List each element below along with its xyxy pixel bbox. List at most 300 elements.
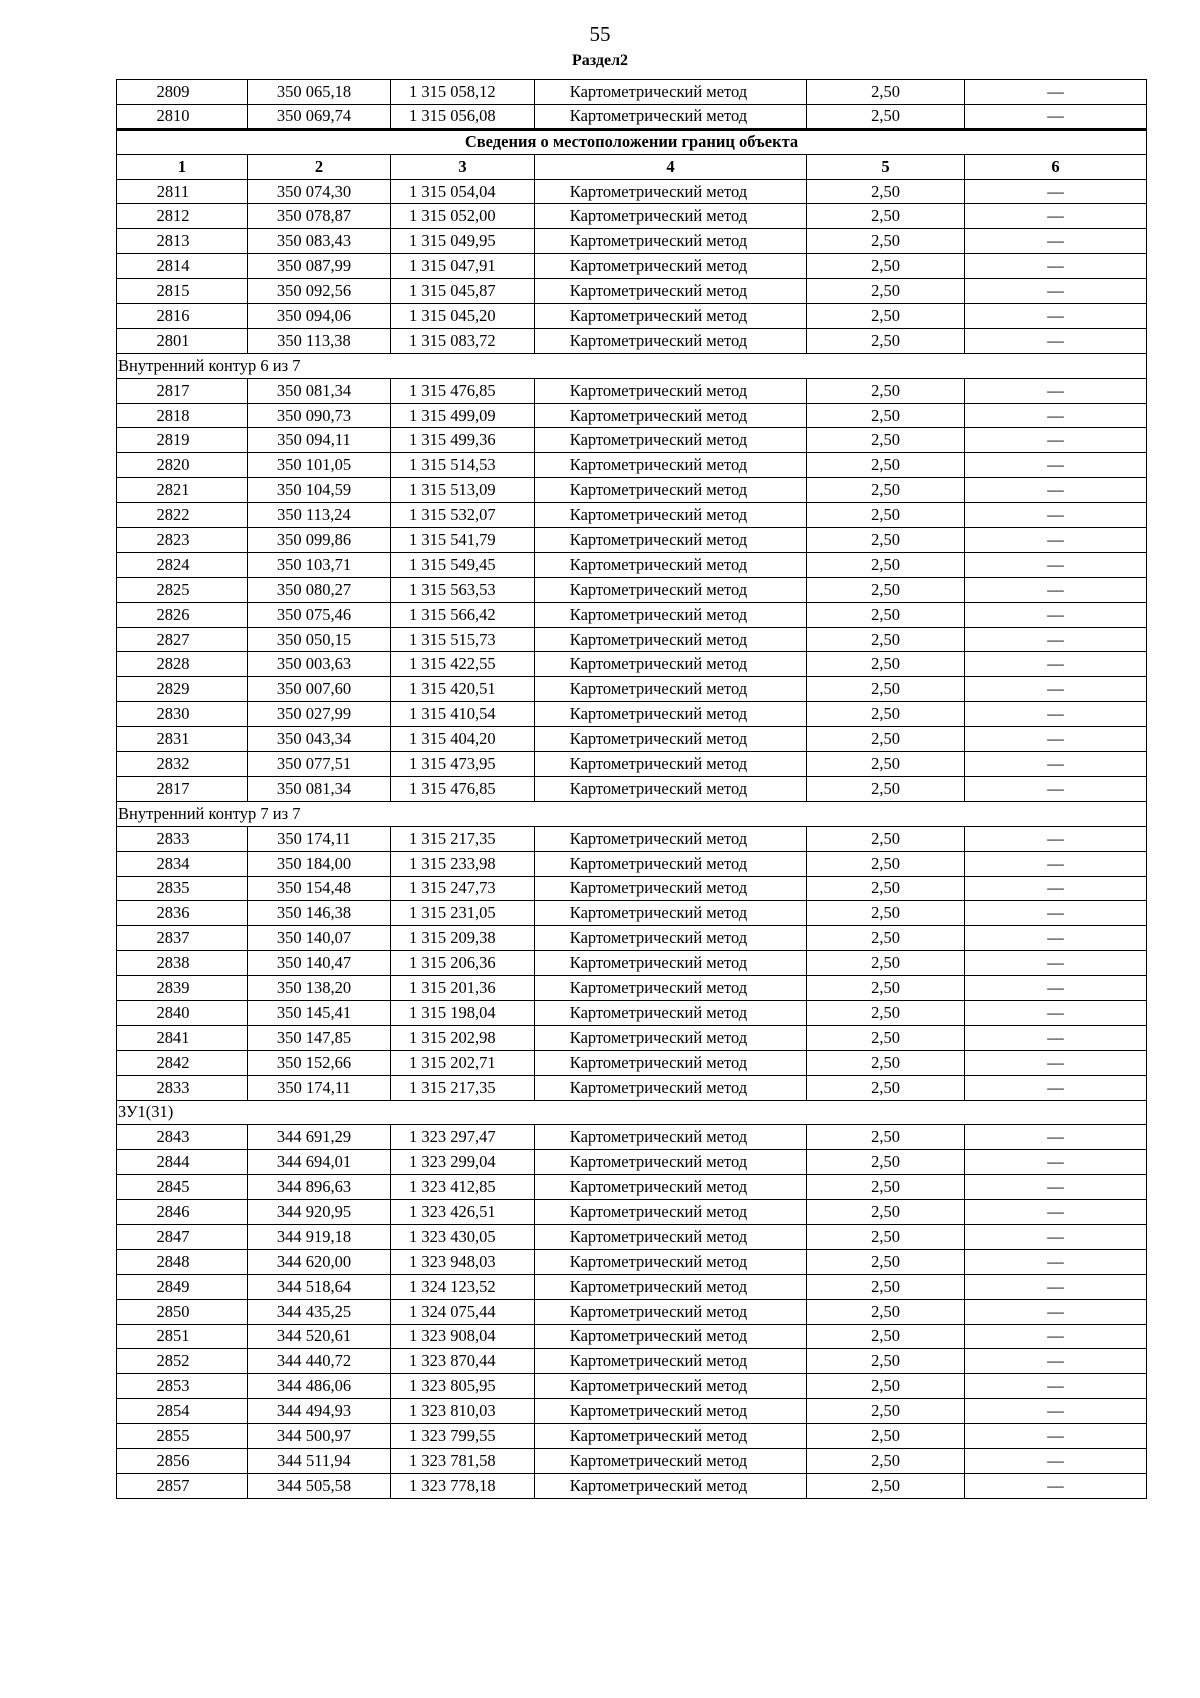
point-number-cell: 2832 — [117, 752, 248, 777]
description-cell: — — [965, 304, 1147, 329]
column-header: 3 — [391, 154, 535, 179]
contour-label: ЗУ1(31) — [117, 1100, 1147, 1125]
y-coordinate-cell: 1 315 473,95 — [391, 752, 535, 777]
description-cell: — — [965, 1075, 1147, 1100]
table-row — [117, 876, 1147, 901]
table-row — [117, 528, 1147, 553]
column-header: 2 — [248, 154, 391, 179]
table-row — [117, 80, 1147, 105]
point-number-cell: 2809 — [117, 80, 248, 105]
y-coordinate-cell: 1 324 123,52 — [391, 1274, 535, 1299]
table-row — [117, 179, 1147, 204]
method-cell: Картометрический метод — [535, 229, 807, 254]
point-number-cell: 2854 — [117, 1399, 248, 1424]
method-cell: Картометрический метод — [535, 826, 807, 851]
precision-cell: 2,50 — [807, 1374, 965, 1399]
y-coordinate-cell: 1 315 202,98 — [391, 1025, 535, 1050]
precision-cell: 2,50 — [807, 1299, 965, 1324]
y-coordinate-cell: 1 315 058,12 — [391, 80, 535, 105]
y-coordinate-cell: 1 323 870,44 — [391, 1349, 535, 1374]
method-cell: Картометрический метод — [535, 304, 807, 329]
precision-cell: 2,50 — [807, 204, 965, 229]
method-cell: Картометрический метод — [535, 378, 807, 403]
precision-cell: 2,50 — [807, 1349, 965, 1374]
precision-cell: 2,50 — [807, 876, 965, 901]
y-coordinate-cell: 1 323 412,85 — [391, 1175, 535, 1200]
precision-cell: 2,50 — [807, 1150, 965, 1175]
description-cell: — — [965, 1374, 1147, 1399]
y-coordinate-cell: 1 315 217,35 — [391, 826, 535, 851]
description-cell: — — [965, 1175, 1147, 1200]
point-number-cell: 2857 — [117, 1473, 248, 1498]
point-number-cell: 2824 — [117, 552, 248, 577]
precision-cell: 2,50 — [807, 851, 965, 876]
point-number-cell: 2842 — [117, 1050, 248, 1075]
precision-cell: 2,50 — [807, 1125, 965, 1150]
table-row — [117, 901, 1147, 926]
description-cell: — — [965, 1324, 1147, 1349]
table-row — [117, 428, 1147, 453]
precision-cell: 2,50 — [807, 652, 965, 677]
contour-label-row — [117, 353, 1147, 378]
point-number-cell: 2816 — [117, 304, 248, 329]
x-coordinate-cell: 350 147,85 — [248, 1025, 391, 1050]
x-coordinate-cell: 344 694,01 — [248, 1150, 391, 1175]
method-cell: Картометрический метод — [535, 1075, 807, 1100]
precision-cell: 2,50 — [807, 702, 965, 727]
y-coordinate-cell: 1 315 532,07 — [391, 503, 535, 528]
point-number-cell: 2837 — [117, 926, 248, 951]
precision-cell: 2,50 — [807, 378, 965, 403]
point-number-cell: 2834 — [117, 851, 248, 876]
y-coordinate-cell: 1 315 045,87 — [391, 279, 535, 304]
coordinates-table-container — [116, 79, 1146, 1499]
method-cell: Картометрический метод — [535, 1125, 807, 1150]
point-number-cell: 2817 — [117, 776, 248, 801]
method-cell: Картометрический метод — [535, 1274, 807, 1299]
section-heading-row — [117, 129, 1147, 154]
method-cell: Картометрический метод — [535, 1299, 807, 1324]
table-row — [117, 926, 1147, 951]
description-cell: — — [965, 602, 1147, 627]
table-row — [117, 826, 1147, 851]
precision-cell: 2,50 — [807, 403, 965, 428]
point-number-cell: 2843 — [117, 1125, 248, 1150]
table-row — [117, 1175, 1147, 1200]
point-number-cell: 2833 — [117, 1075, 248, 1100]
description-cell: — — [965, 876, 1147, 901]
x-coordinate-cell: 350 069,74 — [248, 104, 391, 129]
x-coordinate-cell: 350 104,59 — [248, 478, 391, 503]
description-cell: — — [965, 976, 1147, 1001]
description-cell: — — [965, 652, 1147, 677]
x-coordinate-cell: 350 080,27 — [248, 577, 391, 602]
y-coordinate-cell: 1 315 513,09 — [391, 478, 535, 503]
description-cell: — — [965, 453, 1147, 478]
y-coordinate-cell: 1 315 476,85 — [391, 776, 535, 801]
point-number-cell: 2856 — [117, 1448, 248, 1473]
y-coordinate-cell: 1 315 233,98 — [391, 851, 535, 876]
description-cell: — — [965, 503, 1147, 528]
point-number-cell: 2811 — [117, 179, 248, 204]
x-coordinate-cell: 350 090,73 — [248, 403, 391, 428]
section-title: Раздел2 — [571, 52, 629, 69]
x-coordinate-cell: 350 081,34 — [248, 776, 391, 801]
description-cell: — — [965, 1473, 1147, 1498]
y-coordinate-cell: 1 315 549,45 — [391, 552, 535, 577]
y-coordinate-cell: 1 315 049,95 — [391, 229, 535, 254]
table-row — [117, 503, 1147, 528]
description-cell: — — [965, 478, 1147, 503]
table-row — [117, 677, 1147, 702]
table-row — [117, 453, 1147, 478]
method-cell: Картометрический метод — [535, 503, 807, 528]
x-coordinate-cell: 344 620,00 — [248, 1249, 391, 1274]
y-coordinate-cell: 1 323 805,95 — [391, 1374, 535, 1399]
point-number-cell: 2819 — [117, 428, 248, 453]
method-cell: Картометрический метод — [535, 1448, 807, 1473]
x-coordinate-cell: 344 511,94 — [248, 1448, 391, 1473]
description-cell: — — [965, 901, 1147, 926]
x-coordinate-cell: 350 094,06 — [248, 304, 391, 329]
x-coordinate-cell: 350 154,48 — [248, 876, 391, 901]
point-number-cell: 2851 — [117, 1324, 248, 1349]
point-number-cell: 2814 — [117, 254, 248, 279]
precision-cell: 2,50 — [807, 528, 965, 553]
precision-cell: 2,50 — [807, 926, 965, 951]
table-row — [117, 1399, 1147, 1424]
description-cell: — — [965, 1050, 1147, 1075]
description-cell: — — [965, 627, 1147, 652]
x-coordinate-cell: 344 520,61 — [248, 1324, 391, 1349]
method-cell: Картометрический метод — [535, 80, 807, 105]
method-cell: Картометрический метод — [535, 1324, 807, 1349]
method-cell: Картометрический метод — [535, 1000, 807, 1025]
method-cell: Картометрический метод — [535, 204, 807, 229]
precision-cell: 2,50 — [807, 328, 965, 353]
description-cell: — — [965, 279, 1147, 304]
table-row — [117, 727, 1147, 752]
point-number-cell: 2845 — [117, 1175, 248, 1200]
description-cell: — — [965, 1349, 1147, 1374]
method-cell: Картометрический метод — [535, 1424, 807, 1449]
table-row — [117, 851, 1147, 876]
description-cell: — — [965, 826, 1147, 851]
section-heading: Сведения о местоположении границ объекта — [117, 129, 1147, 154]
description-cell: — — [965, 254, 1147, 279]
y-coordinate-cell: 1 324 075,44 — [391, 1299, 535, 1324]
method-cell: Картометрический метод — [535, 328, 807, 353]
method-cell: Картометрический метод — [535, 254, 807, 279]
y-coordinate-cell: 1 323 948,03 — [391, 1249, 535, 1274]
y-coordinate-cell: 1 323 799,55 — [391, 1424, 535, 1449]
x-coordinate-cell: 344 691,29 — [248, 1125, 391, 1150]
precision-cell: 2,50 — [807, 1424, 965, 1449]
precision-cell: 2,50 — [807, 428, 965, 453]
point-number-cell: 2836 — [117, 901, 248, 926]
y-coordinate-cell: 1 315 198,04 — [391, 1000, 535, 1025]
precision-cell: 2,50 — [807, 552, 965, 577]
column-header: 4 — [535, 154, 807, 179]
method-cell: Картометрический метод — [535, 876, 807, 901]
precision-cell: 2,50 — [807, 1175, 965, 1200]
method-cell: Картометрический метод — [535, 652, 807, 677]
table-row — [117, 1473, 1147, 1498]
description-cell: — — [965, 1200, 1147, 1225]
x-coordinate-cell: 350 043,34 — [248, 727, 391, 752]
method-cell: Картометрический метод — [535, 428, 807, 453]
table-row — [117, 1448, 1147, 1473]
table-row — [117, 1424, 1147, 1449]
y-coordinate-cell: 1 323 426,51 — [391, 1200, 535, 1225]
table-row — [117, 378, 1147, 403]
x-coordinate-cell: 350 140,47 — [248, 951, 391, 976]
y-coordinate-cell: 1 315 045,20 — [391, 304, 535, 329]
precision-cell: 2,50 — [807, 1399, 965, 1424]
point-number-cell: 2840 — [117, 1000, 248, 1025]
precision-cell: 2,50 — [807, 254, 965, 279]
table-row — [117, 204, 1147, 229]
x-coordinate-cell: 344 518,64 — [248, 1274, 391, 1299]
precision-cell: 2,50 — [807, 602, 965, 627]
method-cell: Картометрический метод — [535, 453, 807, 478]
y-coordinate-cell: 1 315 202,71 — [391, 1050, 535, 1075]
description-cell: — — [965, 552, 1147, 577]
table-row — [117, 1274, 1147, 1299]
point-number-cell: 2833 — [117, 826, 248, 851]
x-coordinate-cell: 350 113,24 — [248, 503, 391, 528]
y-coordinate-cell: 1 315 566,42 — [391, 602, 535, 627]
description-cell: — — [965, 428, 1147, 453]
coordinates-table — [116, 79, 1147, 1499]
y-coordinate-cell: 1 315 404,20 — [391, 727, 535, 752]
description-cell: — — [965, 702, 1147, 727]
description-cell: — — [965, 403, 1147, 428]
point-number-cell: 2841 — [117, 1025, 248, 1050]
method-cell: Картометрический метод — [535, 926, 807, 951]
description-cell: — — [965, 528, 1147, 553]
x-coordinate-cell: 350 184,00 — [248, 851, 391, 876]
description-cell: — — [965, 229, 1147, 254]
point-number-cell: 2801 — [117, 328, 248, 353]
point-number-cell: 2839 — [117, 976, 248, 1001]
x-coordinate-cell: 350 138,20 — [248, 976, 391, 1001]
y-coordinate-cell: 1 323 778,18 — [391, 1473, 535, 1498]
description-cell: — — [965, 752, 1147, 777]
y-coordinate-cell: 1 315 217,35 — [391, 1075, 535, 1100]
description-cell: — — [965, 1399, 1147, 1424]
y-coordinate-cell: 1 315 052,00 — [391, 204, 535, 229]
method-cell: Картометрический метод — [535, 552, 807, 577]
x-coordinate-cell: 350 146,38 — [248, 901, 391, 926]
method-cell: Картометрический метод — [535, 602, 807, 627]
point-number-cell: 2848 — [117, 1249, 248, 1274]
x-coordinate-cell: 350 007,60 — [248, 677, 391, 702]
y-coordinate-cell: 1 315 047,91 — [391, 254, 535, 279]
y-coordinate-cell: 1 315 422,55 — [391, 652, 535, 677]
contour-label: Внутренний контур 6 из 7 — [117, 353, 1147, 378]
description-cell: — — [965, 1299, 1147, 1324]
x-coordinate-cell: 350 099,86 — [248, 528, 391, 553]
point-number-cell: 2850 — [117, 1299, 248, 1324]
precision-cell: 2,50 — [807, 951, 965, 976]
point-number-cell: 2853 — [117, 1374, 248, 1399]
point-number-cell: 2847 — [117, 1224, 248, 1249]
column-header: 5 — [807, 154, 965, 179]
column-header-row — [117, 154, 1147, 179]
description-cell: — — [965, 1025, 1147, 1050]
method-cell: Картометрический метод — [535, 279, 807, 304]
point-number-cell: 2817 — [117, 378, 248, 403]
table-row — [117, 328, 1147, 353]
point-number-cell: 2827 — [117, 627, 248, 652]
description-cell: — — [965, 851, 1147, 876]
precision-cell: 2,50 — [807, 752, 965, 777]
point-number-cell: 2831 — [117, 727, 248, 752]
precision-cell: 2,50 — [807, 1224, 965, 1249]
y-coordinate-cell: 1 315 515,73 — [391, 627, 535, 652]
description-cell: — — [965, 1448, 1147, 1473]
y-coordinate-cell: 1 315 247,73 — [391, 876, 535, 901]
method-cell: Картометрический метод — [535, 403, 807, 428]
table-row — [117, 652, 1147, 677]
table-row — [117, 279, 1147, 304]
precision-cell: 2,50 — [807, 478, 965, 503]
y-coordinate-cell: 1 315 563,53 — [391, 577, 535, 602]
method-cell: Картометрический метод — [535, 478, 807, 503]
point-number-cell: 2821 — [117, 478, 248, 503]
coordinates-table-body — [117, 80, 1147, 1499]
description-cell: — — [965, 776, 1147, 801]
y-coordinate-cell: 1 315 499,36 — [391, 428, 535, 453]
precision-cell: 2,50 — [807, 179, 965, 204]
point-number-cell: 2812 — [117, 204, 248, 229]
table-row — [117, 1025, 1147, 1050]
page-number: 55 — [589, 22, 611, 46]
y-coordinate-cell: 1 315 541,79 — [391, 528, 535, 553]
y-coordinate-cell: 1 315 201,36 — [391, 976, 535, 1001]
precision-cell: 2,50 — [807, 80, 965, 105]
contour-label-row — [117, 801, 1147, 826]
method-cell: Картометрический метод — [535, 1150, 807, 1175]
method-cell: Картометрический метод — [535, 677, 807, 702]
x-coordinate-cell: 350 074,30 — [248, 179, 391, 204]
point-number-cell: 2830 — [117, 702, 248, 727]
method-cell: Картометрический метод — [535, 776, 807, 801]
x-coordinate-cell: 350 027,99 — [248, 702, 391, 727]
x-coordinate-cell: 344 500,97 — [248, 1424, 391, 1449]
precision-cell: 2,50 — [807, 577, 965, 602]
point-number-cell: 2813 — [117, 229, 248, 254]
x-coordinate-cell: 350 078,87 — [248, 204, 391, 229]
y-coordinate-cell: 1 315 054,04 — [391, 179, 535, 204]
precision-cell: 2,50 — [807, 976, 965, 1001]
y-coordinate-cell: 1 315 209,38 — [391, 926, 535, 951]
x-coordinate-cell: 344 435,25 — [248, 1299, 391, 1324]
method-cell: Картометрический метод — [535, 528, 807, 553]
table-row — [117, 776, 1147, 801]
table-row — [117, 702, 1147, 727]
method-cell: Картометрический метод — [535, 1050, 807, 1075]
x-coordinate-cell: 344 505,58 — [248, 1473, 391, 1498]
point-number-cell: 2815 — [117, 279, 248, 304]
precision-cell: 2,50 — [807, 1473, 965, 1498]
y-coordinate-cell: 1 315 206,36 — [391, 951, 535, 976]
x-coordinate-cell: 350 174,11 — [248, 1075, 391, 1100]
table-row — [117, 552, 1147, 577]
x-coordinate-cell: 350 103,71 — [248, 552, 391, 577]
precision-cell: 2,50 — [807, 627, 965, 652]
table-row — [117, 1249, 1147, 1274]
table-row — [117, 1224, 1147, 1249]
description-cell: — — [965, 328, 1147, 353]
table-row — [117, 229, 1147, 254]
table-row — [117, 1200, 1147, 1225]
precision-cell: 2,50 — [807, 1324, 965, 1349]
precision-cell: 2,50 — [807, 826, 965, 851]
x-coordinate-cell: 344 486,06 — [248, 1374, 391, 1399]
table-row — [117, 577, 1147, 602]
precision-cell: 2,50 — [807, 279, 965, 304]
precision-cell: 2,50 — [807, 1075, 965, 1100]
description-cell: — — [965, 179, 1147, 204]
x-coordinate-cell: 344 440,72 — [248, 1349, 391, 1374]
y-coordinate-cell: 1 323 908,04 — [391, 1324, 535, 1349]
point-number-cell: 2835 — [117, 876, 248, 901]
method-cell: Картометрический метод — [535, 1224, 807, 1249]
y-coordinate-cell: 1 315 420,51 — [391, 677, 535, 702]
description-cell: — — [965, 204, 1147, 229]
precision-cell: 2,50 — [807, 503, 965, 528]
table-row — [117, 1324, 1147, 1349]
table-row — [117, 627, 1147, 652]
y-coordinate-cell: 1 323 810,03 — [391, 1399, 535, 1424]
method-cell: Картометрический метод — [535, 752, 807, 777]
method-cell: Картометрический метод — [535, 901, 807, 926]
precision-cell: 2,50 — [807, 1448, 965, 1473]
y-coordinate-cell: 1 323 299,04 — [391, 1150, 535, 1175]
method-cell: Картометрический метод — [535, 1249, 807, 1274]
table-row — [117, 304, 1147, 329]
precision-cell: 2,50 — [807, 901, 965, 926]
column-header: 6 — [965, 154, 1147, 179]
method-cell: Картометрический метод — [535, 727, 807, 752]
point-number-cell: 2810 — [117, 104, 248, 129]
method-cell: Картометрический метод — [535, 851, 807, 876]
description-cell: — — [965, 1000, 1147, 1025]
precision-cell: 2,50 — [807, 1000, 965, 1025]
table-row — [117, 1374, 1147, 1399]
x-coordinate-cell: 344 919,18 — [248, 1224, 391, 1249]
y-coordinate-cell: 1 323 781,58 — [391, 1448, 535, 1473]
method-cell: Картометрический метод — [535, 104, 807, 129]
point-number-cell: 2818 — [117, 403, 248, 428]
point-number-cell: 2855 — [117, 1424, 248, 1449]
point-number-cell: 2846 — [117, 1200, 248, 1225]
x-coordinate-cell: 350 140,07 — [248, 926, 391, 951]
point-number-cell: 2826 — [117, 602, 248, 627]
point-number-cell: 2823 — [117, 528, 248, 553]
point-number-cell: 2844 — [117, 1150, 248, 1175]
description-cell: — — [965, 104, 1147, 129]
x-coordinate-cell: 350 077,51 — [248, 752, 391, 777]
method-cell: Картометрический метод — [535, 1374, 807, 1399]
method-cell: Картометрический метод — [535, 1349, 807, 1374]
method-cell: Картометрический метод — [535, 951, 807, 976]
table-row — [117, 1150, 1147, 1175]
y-coordinate-cell: 1 315 410,54 — [391, 702, 535, 727]
method-cell: Картометрический метод — [535, 1175, 807, 1200]
